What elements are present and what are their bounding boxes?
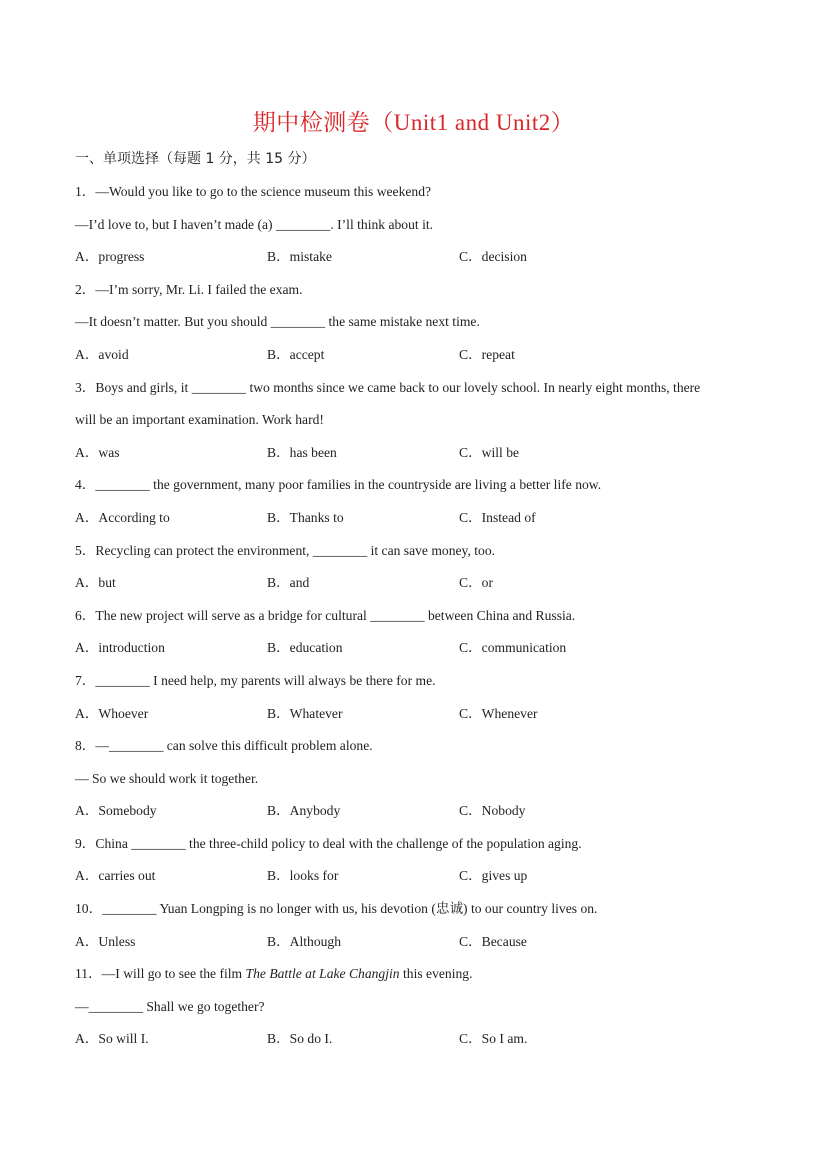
option-b[interactable]: B．has been [267, 444, 337, 460]
option-c[interactable]: C．decision [459, 249, 527, 265]
option-b[interactable]: B．looks for [267, 868, 339, 884]
question-text: 5．Recycling can protect the environment, ________ it can save money, too. [75, 542, 496, 558]
question-5 [75, 541, 755, 606]
options-row [75, 247, 755, 280]
option-c[interactable]: C．repeat [459, 346, 515, 362]
question-7 [75, 671, 755, 736]
question-text: 4．________ the government, many poor families in the countryside are living a better life now. [75, 477, 602, 493]
options-row [75, 638, 755, 671]
option-c[interactable]: C．gives up [459, 868, 528, 884]
question-text: 1．—Would you like to go to the science museum this weekend? [75, 184, 432, 199]
page-title: 期中检测卷（Unit1 and Unit2） [252, 110, 575, 135]
options-row [75, 508, 755, 541]
question-1 [75, 182, 755, 280]
question-10 [75, 899, 755, 964]
options-row [75, 345, 755, 378]
option-b[interactable]: B．education [267, 640, 343, 656]
question-text: 6．The new project will serve as a bridge for cultural ________ between China and Russia. [75, 607, 576, 623]
answer-blank[interactable]: ________ [102, 901, 157, 917]
option-c[interactable]: C．Because [459, 933, 527, 949]
options-row [75, 932, 755, 965]
option-c[interactable]: C．will be [459, 444, 520, 460]
question-text: 2．—I’m sorry, Mr. Li. I failed the exam. [75, 281, 303, 297]
option-a[interactable]: A．avoid [75, 346, 129, 362]
question-text: will be an important examination. Work hard! [75, 412, 324, 428]
question-text: 10．________ Yuan Longping is no longer with us, his devotion (忠诚) to our country lives on. [75, 901, 598, 917]
option-c[interactable]: C．Nobody [459, 803, 526, 819]
option-c[interactable]: C．communication [459, 640, 567, 656]
answer-blank[interactable]: ________ [270, 314, 326, 330]
option-b[interactable]: B．Anybody [267, 803, 341, 819]
option-c[interactable]: C．So I am. [459, 1031, 528, 1047]
question-6 [75, 606, 755, 671]
option-a[interactable]: A．introduction [75, 640, 165, 656]
question-11 [75, 964, 755, 1062]
question-text: 9．China ________ the three-child policy to deal with the challenge of the population aging. [75, 835, 582, 851]
options-row [75, 704, 755, 737]
options-row [75, 573, 755, 606]
answer-blank[interactable]: ________ [95, 672, 150, 688]
question-text: —It doesn’t matter. But you should ________ the same mistake next time. [75, 314, 480, 330]
question-text: —________ Shall we go together? [75, 998, 265, 1014]
option-b[interactable]: B．and [267, 575, 310, 591]
section-heading: 一、单项选择（每题 1 分，共 15 分） [75, 151, 316, 167]
option-a[interactable]: A．So will I. [75, 1031, 149, 1047]
question-8 [75, 736, 755, 834]
question-text: 8．—________ can solve this difficult problem alone. [75, 738, 373, 754]
option-b[interactable]: B．mistake [267, 249, 332, 265]
answer-blank[interactable]: ________ [275, 216, 331, 232]
option-c[interactable]: C．Whenever [459, 705, 538, 721]
option-a[interactable]: A．Somebody [75, 803, 157, 819]
question-text: —I’d love to, but I haven’t made (a) ________. I’ll think about it. [75, 216, 434, 232]
answer-blank[interactable]: ________ [312, 542, 368, 558]
option-c[interactable]: C．Instead of [459, 509, 536, 525]
option-b[interactable]: B．Whatever [267, 705, 343, 721]
option-b[interactable]: B．Although [267, 933, 342, 949]
options-row [75, 801, 755, 834]
option-c[interactable]: C．or [459, 575, 493, 591]
answer-blank[interactable]: ________ [95, 477, 150, 493]
answer-blank[interactable]: ________ [370, 607, 425, 623]
option-a[interactable]: A．Whoever [75, 705, 149, 721]
answer-blank[interactable]: ________ [131, 835, 186, 851]
answer-blank[interactable]: ________ [191, 379, 247, 395]
question-text: — So we should work it together. [75, 770, 259, 786]
question-text: 3．Boys and girls, it ________ two months since we came back to our lovely school. In nearly eight months, there [75, 379, 701, 395]
option-b[interactable]: B．Thanks to [267, 509, 344, 525]
answer-blank[interactable]: ________ [88, 998, 143, 1014]
question-4 [75, 475, 755, 540]
question-text: 7．________ I need help, my parents will always be there for me. [75, 672, 436, 688]
question-list [75, 182, 755, 1062]
options-row [75, 1029, 755, 1062]
option-b[interactable]: B．accept [267, 346, 325, 362]
question-text: 11．—I will go to see the film The Battle at Lake Changjin this evening. [75, 966, 473, 982]
option-a[interactable]: A．but [75, 575, 116, 591]
option-b[interactable]: B．So do I. [267, 1031, 333, 1047]
option-a[interactable]: A．Unless [75, 933, 136, 949]
answer-blank[interactable]: ________ [108, 738, 164, 754]
film-title: The Battle at Lake Changjin [245, 966, 400, 982]
question-2 [75, 280, 755, 378]
question-9 [75, 834, 755, 899]
options-row [75, 866, 755, 899]
option-a[interactable]: A．was [75, 444, 120, 460]
question-3 [75, 378, 755, 476]
option-a[interactable]: A．progress [75, 249, 145, 265]
options-row [75, 443, 755, 476]
option-a[interactable]: A．According to [75, 509, 170, 525]
option-a[interactable]: A．carries out [75, 868, 156, 884]
